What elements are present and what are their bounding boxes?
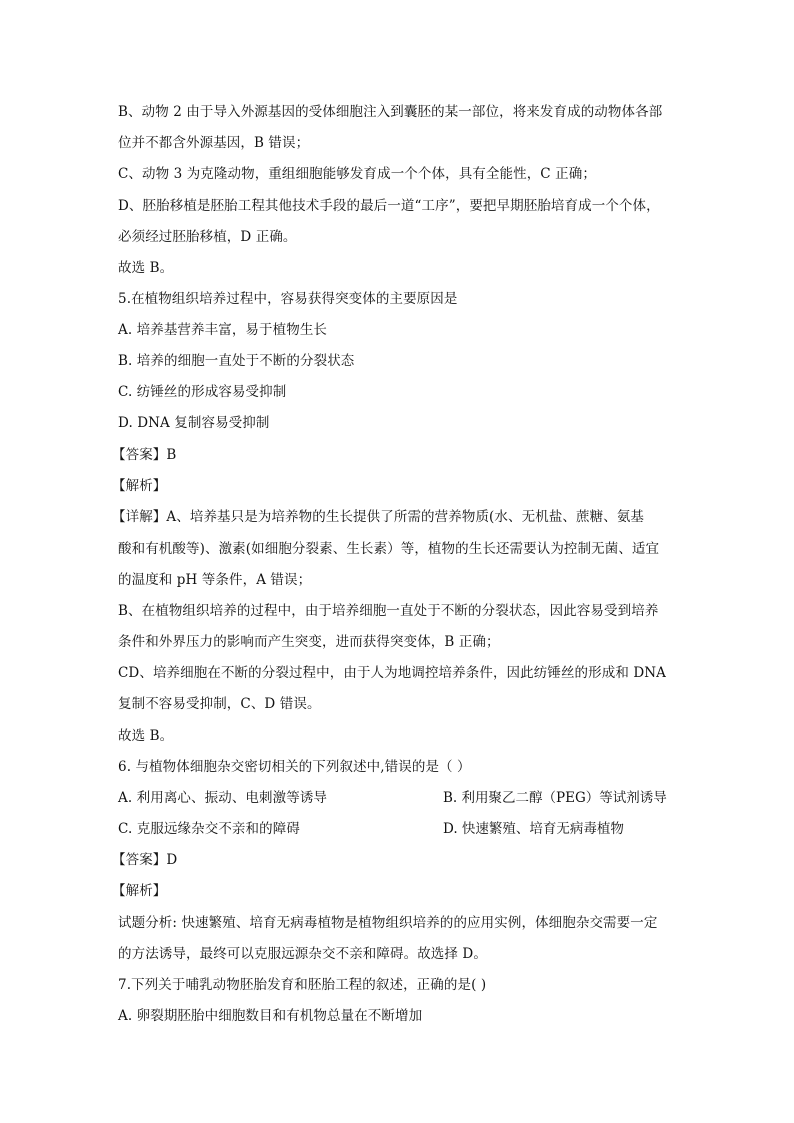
option-d: D. DNA 复制容易受抑制 — [118, 415, 270, 431]
text-line: 的温度和 pH 等条件，A 错误； — [118, 572, 312, 588]
analysis-label: 【解析】 — [112, 883, 167, 899]
text-line: B、动物 2 由于导入外源基因的受体细胞注入到囊胚的某一部位，将来发育成的动物体各部 — [118, 104, 663, 120]
text-line: 条件和外界压力的影响而产生突变，进而获得突变体，B 正确； — [118, 634, 500, 650]
text-line: 必须经过胚胎移植，D 正确。 — [118, 229, 297, 245]
text-line: 的方法诱导，最终可以克服远源杂交不亲和障碍。故选择 D。 — [118, 946, 487, 962]
option-b: B. 利用聚乙二醇（PEG）等试剂诱导 — [443, 790, 667, 806]
option-c: C. 克服远缘杂交不亲和的障碍 — [118, 821, 300, 837]
text-line: C、动物 3 为克隆动物，重组细胞能够发育成一个个体，具有全能性，C 正确； — [118, 166, 596, 182]
text-line: D、胚胎移植是胚胎工程其他技术手段的最后一道“工序”，要把早期胚胎培育成一个个体， — [118, 198, 660, 214]
text-line: 故选 B。 — [118, 260, 174, 276]
option-c: C. 纺锤丝的形成容易受抑制 — [118, 384, 287, 400]
question-stem: 6. 与植物体细胞杂交密切相关的下列叙述中,错误的是（ ） — [118, 759, 471, 775]
text-line: CD、培养细胞在不断的分裂过程中，由于人为地调控培养条件，因此纺锤丝的形成和 DNA — [118, 665, 667, 681]
option-d: D. 快速繁殖、培育无病毒植物 — [443, 821, 624, 837]
question-stem: 7.下列关于哺乳动物胚胎发育和胚胎工程的叙述，正确的是( ) — [118, 977, 487, 993]
text-line: 位并不都含外源基因，B 错误； — [118, 135, 310, 151]
option-a: A. 卵裂期胚胎中细胞数目和有机物总量在不断增加 — [118, 1008, 423, 1024]
text-line: B、在植物组织培养的过程中，由于培养细胞一直处于不断的分裂状态，因此容易受到培养 — [118, 603, 659, 619]
text-line: 酸和有机酸等)、激素(如细胞分裂素、生长素）等，植物的生长还需要认为控制无菌、适宜 — [118, 541, 660, 557]
option-a: A. 利用离心、振动、电刺激等诱导 — [118, 790, 328, 806]
text-line: 【详解】A、培养基只是为培养物的生长提供了所需的营养物质(水、无机盐、蔗糖、氨基 — [112, 509, 645, 525]
option-b: B. 培养的细胞一直处于不断的分裂状态 — [118, 353, 355, 369]
text-line: 试题分析: 快速繁殖、培育无病毒植物是植物组织培养的的应用实例，体细胞杂交需要一定 — [118, 915, 658, 931]
answer-label: 【答案】B — [112, 447, 177, 463]
option-a: A. 培养基营养丰富，易于植物生长 — [118, 322, 328, 338]
text-line: 故选 B。 — [118, 728, 174, 744]
analysis-label: 【解析】 — [112, 478, 167, 494]
text-line: 复制不容易受抑制，C、D 错误。 — [118, 696, 321, 712]
answer-label: 【答案】D — [112, 852, 178, 868]
question-stem: 5.在植物组织培养过程中，容易获得突变体的主要原因是 — [118, 291, 458, 307]
